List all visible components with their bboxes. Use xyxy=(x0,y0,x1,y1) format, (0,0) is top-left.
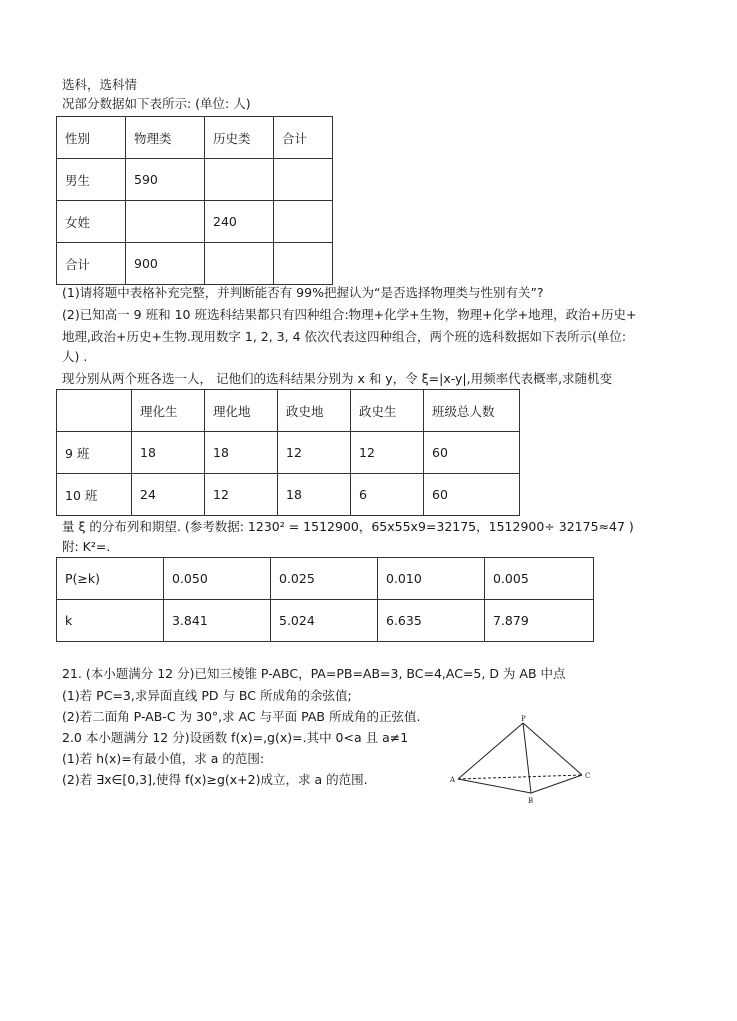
table-row xyxy=(57,600,594,642)
class-selection-table xyxy=(56,389,520,516)
intro-line-2: 况部分数据如下表所示: (单位: 人) xyxy=(62,96,251,111)
table-cell: 7.879 xyxy=(485,600,594,642)
table-row xyxy=(57,201,333,243)
table-cell: 24 xyxy=(132,474,205,516)
table-row xyxy=(57,474,520,516)
table-cell: 240 xyxy=(205,201,274,243)
table-cell: 合计 xyxy=(57,243,126,285)
table-cell: 590 xyxy=(126,159,205,201)
table-cell xyxy=(205,243,274,285)
q22-part1: (1)若 h(x)=有最小值，求 a 的范围: xyxy=(62,751,265,766)
table-cell: 政史生 xyxy=(351,390,424,432)
table-cell: 0.050 xyxy=(164,558,271,600)
table-cell xyxy=(274,243,333,285)
table-cell: 合计 xyxy=(274,117,333,159)
pyramid-figure xyxy=(448,715,593,805)
table-cell: 0.025 xyxy=(271,558,378,600)
gender-subject-table xyxy=(56,116,333,285)
q20-part2-line3: 人) . xyxy=(62,349,88,364)
table-cell: 9 班 xyxy=(57,432,132,474)
edge-pb xyxy=(523,723,531,793)
table-cell: 0.005 xyxy=(485,558,594,600)
q20-part2-line2: 地理,政治+历史+生物.现用数字 1, 2, 3, 4 依次代表这四种组合，两个班的选科数据如下表所示(单位: xyxy=(62,329,627,344)
q20-part1: (1)请将题中表格补充完整，并判断能否有 99%把握认为“是否选择物理类与性别有关”? xyxy=(62,285,544,300)
q21-part1: (1)若 PC=3,求异面直线 PD 与 BC 所成角的余弦值; xyxy=(62,688,352,703)
table-cell: 5.024 xyxy=(271,600,378,642)
table-cell: 18 xyxy=(205,432,278,474)
table-row xyxy=(57,159,333,201)
vertex-label-b: B xyxy=(528,797,534,805)
q21-part2: (2)若二面角 P-AB-C 为 30°,求 AC 与平面 PAB 所成角的正弦值. xyxy=(62,709,421,724)
q20-part3: 现分别从两个班各选一人， 记他们的选科结果分别为 x 和 y，令 ξ=|x-y|,用频率代表概率,求随机变 xyxy=(62,371,613,386)
table-cell xyxy=(57,390,132,432)
reference-data-line: 量 ξ 的分布列和期望. (参考数据: 1230² = 1512900，65x55x9=32175，1512900÷ 32175≈47 ) xyxy=(62,519,634,534)
q21-stem: 21. (本小题满分 12 分)已知三棱锥 P-ABC，PA=PB=AB=3, BC=4,AC=5, D 为 AB 中点 xyxy=(62,666,566,681)
table-cell: 男生 xyxy=(57,159,126,201)
table-cell: 60 xyxy=(424,474,520,516)
table-cell: 12 xyxy=(351,432,424,474)
q20-part2-line1: (2)已知高一 9 班和 10 班选科结果都只有四种组合:物理+化学+生物，物理+化学+地理，政治+历史+ xyxy=(62,307,637,322)
table-cell: 政史地 xyxy=(278,390,351,432)
table-row xyxy=(57,558,594,600)
edge-pa xyxy=(458,723,523,779)
table-cell: 性别 xyxy=(57,117,126,159)
table-cell: 理化生 xyxy=(132,390,205,432)
table-cell: 历史类 xyxy=(205,117,274,159)
table-cell: 900 xyxy=(126,243,205,285)
q22-part2: (2)若 ∃x∈[0,3],使得 f(x)≥g(x+2)成立，求 a 的范围. xyxy=(62,772,368,787)
formula-line: 附: K²=. xyxy=(62,539,111,554)
table-cell: k xyxy=(57,600,164,642)
table-cell: P(≥k) xyxy=(57,558,164,600)
table-cell: 物理类 xyxy=(126,117,205,159)
table-cell: 12 xyxy=(205,474,278,516)
table-cell: 3.841 xyxy=(164,600,271,642)
table-cell: 18 xyxy=(278,474,351,516)
table-cell: 6.635 xyxy=(378,600,485,642)
vertex-label-a: A xyxy=(450,776,456,784)
table-cell: 10 班 xyxy=(57,474,132,516)
table-row xyxy=(57,243,333,285)
table-cell: 0.010 xyxy=(378,558,485,600)
edge-ab xyxy=(458,779,531,793)
intro-line-1: 选科，选科情 xyxy=(62,77,138,92)
table-cell: 班级总人数 xyxy=(424,390,520,432)
q22-stem: 2.0 本小题满分 12 分)设函数 f(x)=,g(x)=.其中 0<a 且 a≠1 xyxy=(62,730,409,745)
vertex-label-c: C xyxy=(585,772,591,780)
table-cell: 60 xyxy=(424,432,520,474)
table-cell xyxy=(274,201,333,243)
table-row xyxy=(57,117,333,159)
table-cell: 18 xyxy=(132,432,205,474)
table-cell xyxy=(205,159,274,201)
table-cell: 6 xyxy=(351,474,424,516)
table-cell xyxy=(126,201,205,243)
table-cell: 12 xyxy=(278,432,351,474)
table-row xyxy=(57,432,520,474)
edge-pc xyxy=(523,723,582,775)
edge-ac-hidden xyxy=(458,775,582,779)
table-row xyxy=(57,390,520,432)
table-cell xyxy=(274,159,333,201)
vertex-label-p: P xyxy=(521,715,526,723)
critical-value-table xyxy=(56,557,594,642)
edge-bc xyxy=(531,775,582,793)
table-cell: 女姓 xyxy=(57,201,126,243)
table-cell: 理化地 xyxy=(205,390,278,432)
